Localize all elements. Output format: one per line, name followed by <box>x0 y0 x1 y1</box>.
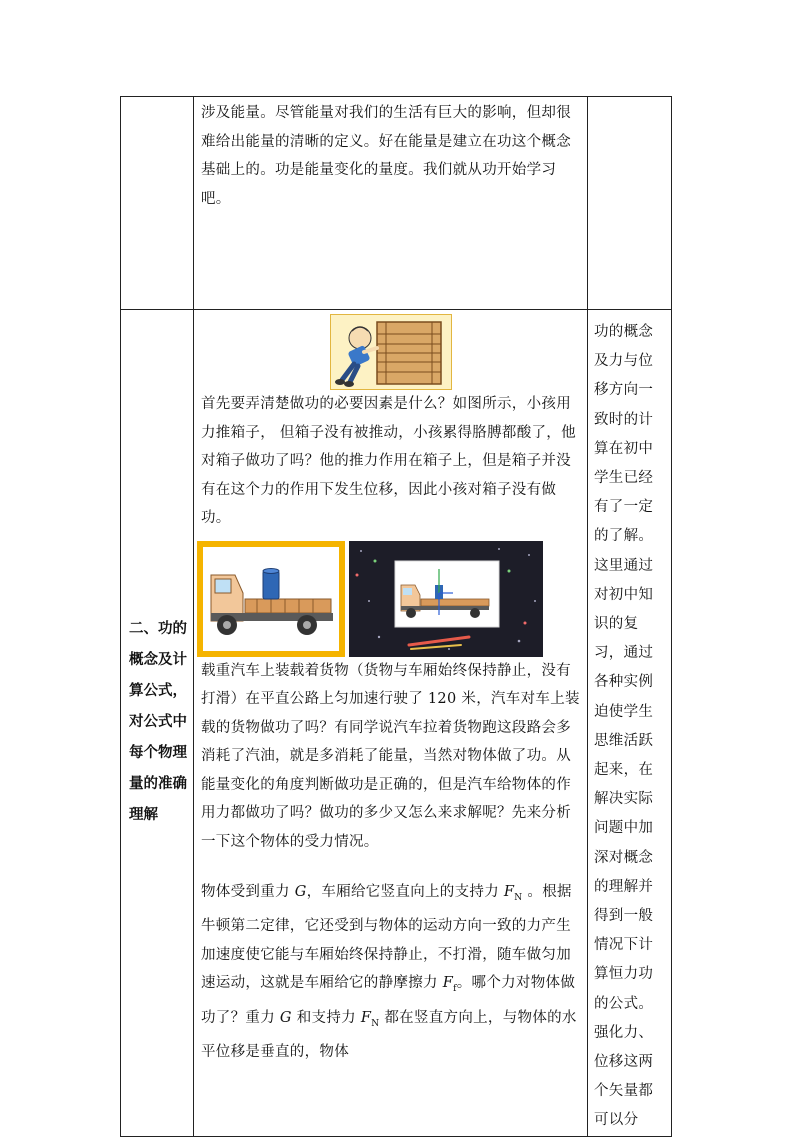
text-run: 物体受到重力 <box>201 884 295 900</box>
teaching-note: 功的概念及力与位移方向一致时的计算在初中学生已经有了一定的了解。这里通过对初中知识的复习，通过各种实例迫使学生思维活跃起来，在解决实际问题中加深对概念的理解并得到一般情况下计算恒力功的公式。强化力、位移这两个矢量都可以分 <box>594 324 654 1129</box>
text-run: ，车厢给它竖直向上的支持力 <box>306 884 504 900</box>
lesson-table <box>120 96 672 1137</box>
symbol-FN: F <box>503 884 515 900</box>
text-run: 和支持力 <box>291 1009 361 1026</box>
text-run: 。根据牛顿第二定律，它还受到与物体的运动方向一致的力产生加速度使它能与车厢始终保持静止，不打滑，随车做匀加速运动，这就是车厢给它的静摩擦力 <box>201 884 572 992</box>
truck-with-barrel-illustration <box>197 541 345 657</box>
paragraph-3 <box>201 878 581 1067</box>
subscript-f: f <box>453 984 457 995</box>
section-title: 二、功的概念及计算公式，对公式中每个物理量的准确理解 <box>129 621 187 824</box>
note-cell <box>588 310 672 1137</box>
symbol-G: G <box>294 884 307 900</box>
child-pushing-box-illustration <box>330 314 452 390</box>
paragraph-2: 载重汽车上装载着货物（货物与车厢始终保持静止，没有打滑）在平直公路上匀加速行驶了 120 米，汽车对车上装载的货物做功了吗？有同学说汽车拉着货物跑这段路会多消耗了汽油，就是多消耗了能量，当然对物体做了功。从能量变化的角度判断做功是正确的，但是汽车给物体的作用力都做功了吗？做功的多少又怎么来求解呢？先来分析一下这个物体的受力情况。 <box>201 662 580 850</box>
symbol-FN: F <box>360 1009 372 1026</box>
content-cell <box>194 310 588 1137</box>
table-row <box>121 97 672 310</box>
text-run: 都在竖直方向上，与物体的水平位移是垂直的，物体 <box>201 1009 577 1061</box>
symbol-G: G <box>279 1009 292 1026</box>
subscript-N: N <box>371 1018 380 1029</box>
content-cell <box>194 97 588 310</box>
truck-force-diagram-illustration <box>349 541 543 657</box>
subscript-N: N <box>514 892 523 903</box>
table-row <box>121 310 672 1137</box>
section-cell <box>121 310 194 1137</box>
section-cell <box>121 97 194 310</box>
intro-paragraph: 涉及能量。尽管能量对我们的生活有巨大的影响，但却很难给出能量的清晰的定义。好在能量是建立在功这个概念基础上的。功是能量变化的量度。我们就从功开始学习吧。 <box>201 105 571 207</box>
text-run: 。哪个力对物体做功了？重力 <box>201 975 576 1026</box>
symbol-Ff: F <box>442 975 454 992</box>
figure-row <box>197 541 581 657</box>
paragraph-1: 首先要弄清楚做功的必要因素是什么？如图所示，小孩用力推箱子， 但箱子没有被推动，小孩累得胳膊都酸了，他对箱子做功了吗？他的推力作用在箱子上，但是箱子并没有在这个力的作用下发生位移，因此小孩对箱子没有做功。 <box>201 396 576 526</box>
note-cell <box>588 97 672 310</box>
